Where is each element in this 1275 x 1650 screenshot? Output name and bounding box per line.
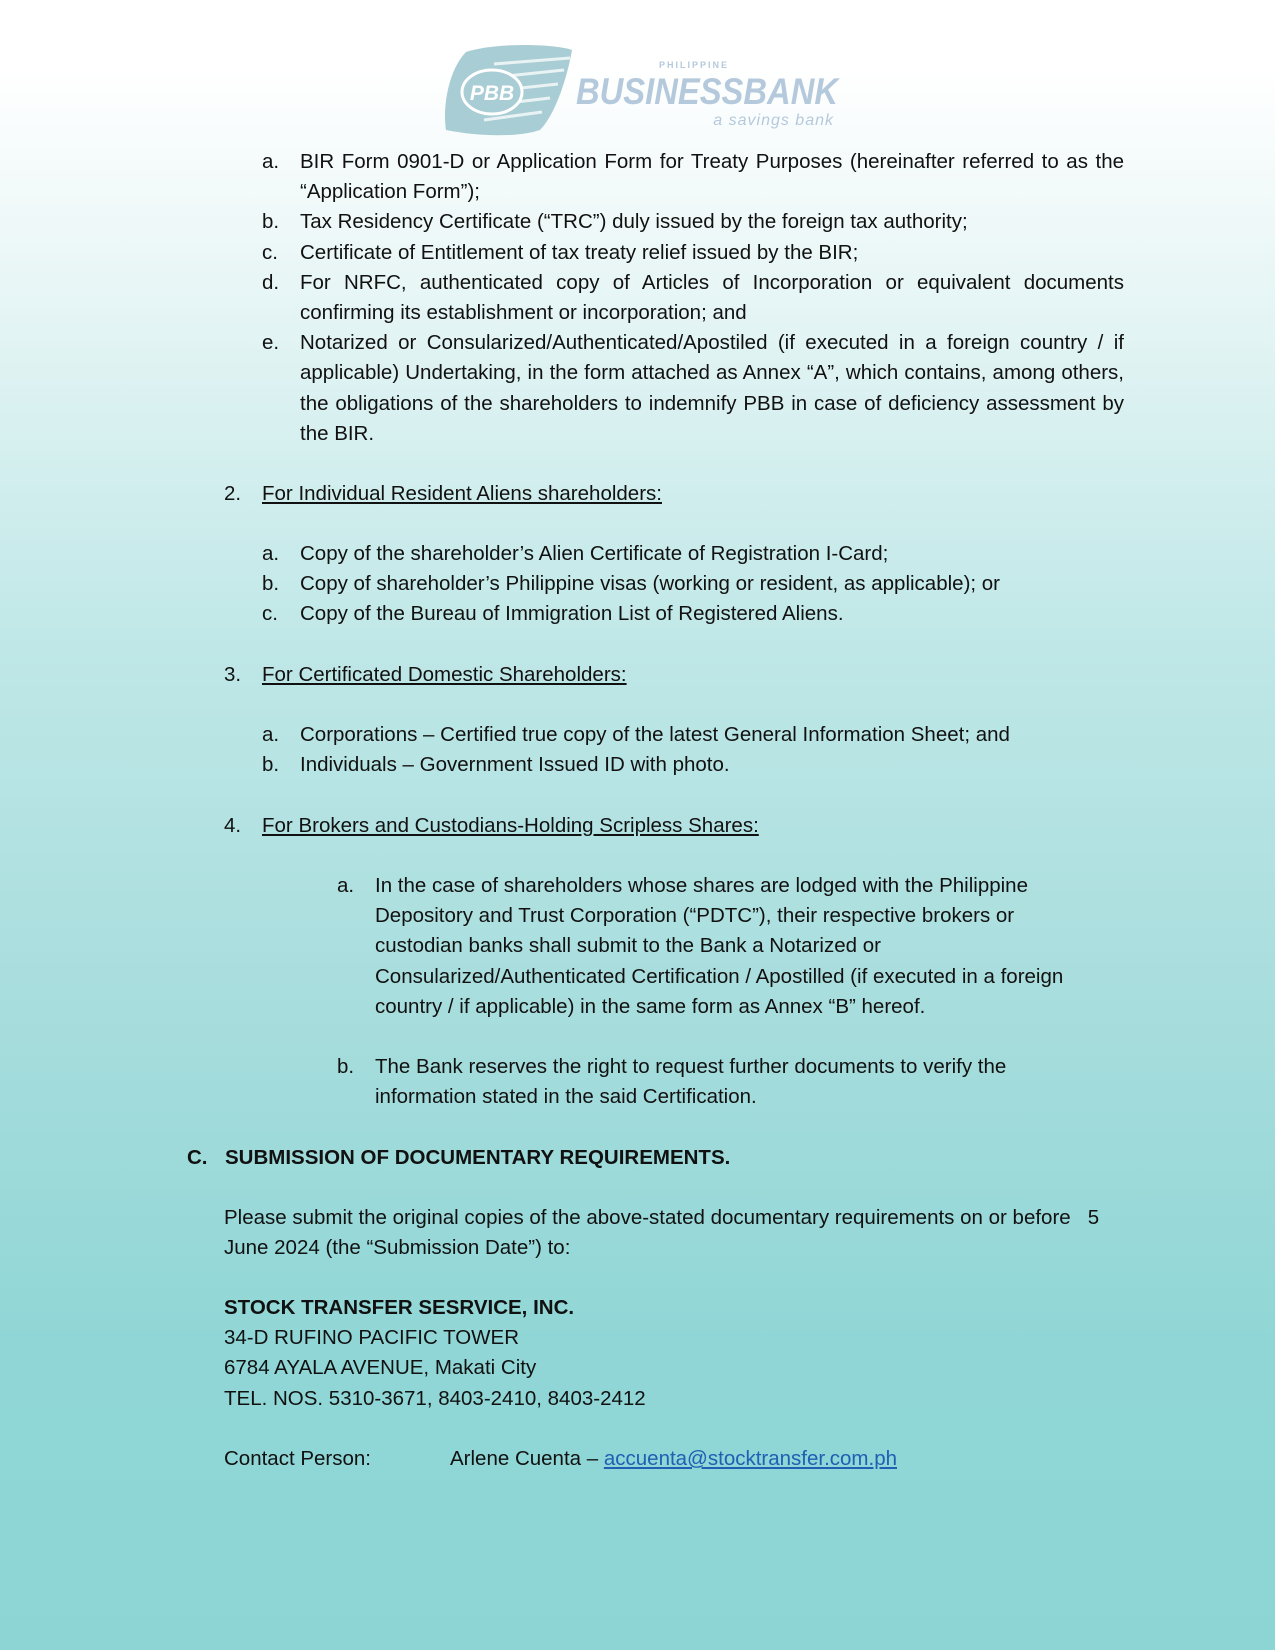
address-line: 6784 AYALA AVENUE, Makati City [224,1356,537,1380]
domestic-shareholders-list [262,720,1124,780]
list-item: a. Copy of the shareholder’s Alien Certificate of Registration I-Card; [262,542,889,565]
address-block [224,1293,646,1414]
address-line: 34-D RUFINO PACIFIC TOWER [224,1326,519,1350]
list-item: a. In the case of shareholders whose shares are lodged with the Philippine Depository and Trust Corporation (“PDTC”), their respective brokers or custodian banks shall submit to the Bank a Notarized or Consularized/Authenticated Certification / Apostilled (if executed in a foreign country / if applicable) in the same form as Annex “B” hereof. [337,874,1064,1018]
brokers-list [337,871,1097,1022]
company-name: STOCK TRANSFER SESRVICE, INC. [224,1296,575,1319]
section-c-heading: C. SUBMISSION OF DOCUMENTARY REQUIREMENTS. [187,1146,731,1169]
list-item: c. Copy of the Bureau of Immigration List of Registered Aliens. [262,602,844,626]
logo-tagline: a savings bank [713,112,834,129]
resident-aliens-list [262,539,1124,630]
logo-wordmark: BUSINESSBANK [576,71,841,112]
list-item: b. Individuals – Government Issued ID with photo. [262,753,730,777]
logo-small-text: PHILIPPINE [658,60,730,70]
svg-text:PBB: PBB [469,82,515,105]
section-4-heading: 4. For Brokers and Custodians-Holding Scripless Shares: [224,814,759,837]
section-2-heading: 2. For Individual Resident Aliens shareholders: [224,482,662,505]
list-item: a. BIR Form 0901-D or Application Form for Treaty Purposes (hereinafter referred to as the “Application Form”); [262,150,1124,204]
list-item: a. Corporations – Certified true copy of the latest General Information Sheet; and [262,723,1010,746]
list-item: d. For NRFC, authenticated copy of Articles of Incorporation or equivalent documents confirming its establishment or incorporation; and [262,270,1124,325]
bank-logo [436,44,846,138]
contact-name: Arlene Cuenta – [450,1447,599,1470]
submission-paragraph: Please submit the original copies of the above-stated documentary requirements on or before 5 June 2024 (the “Submission Date”) to: [224,1206,1100,1260]
contact-person [224,1444,897,1474]
treaty-requirements-list [262,147,1124,449]
contact-label: Contact Person: [224,1447,371,1470]
phone-numbers: TEL. NOS. 5310-3671, 8403-2410, 8403-2412 [224,1386,646,1410]
pbb-emblem-icon [445,45,572,135]
list-item: b. Tax Residency Certificate (“TRC”) duly issued by the foreign tax authority; [262,210,968,234]
list-item: b. The Bank reserves the right to request further documents to verify the information stated in the said Certification. [337,1055,1007,1109]
section-3-heading: 3. For Certificated Domestic Shareholders: [224,663,627,686]
list-item: b. Copy of shareholder’s Philippine visas (working or resident, as applicable); or [262,572,1001,596]
list-item: e. Notarized or Consularized/Authenticated/Apostiled (if executed in a foreign country / if applicable) Undertaking, in the form attached as Annex “A”, which contains, among others, the obligations of the shareholders to indemnify PBB in case of deficiency assessment by the BIR. [262,331,1124,445]
contact-email-link[interactable]: accuenta@stocktransfer.com.ph [603,1447,898,1470]
brokers-list-b [337,1052,1097,1112]
list-item: c. Certificate of Entitlement of tax treaty relief issued by the BIR; [262,240,859,264]
